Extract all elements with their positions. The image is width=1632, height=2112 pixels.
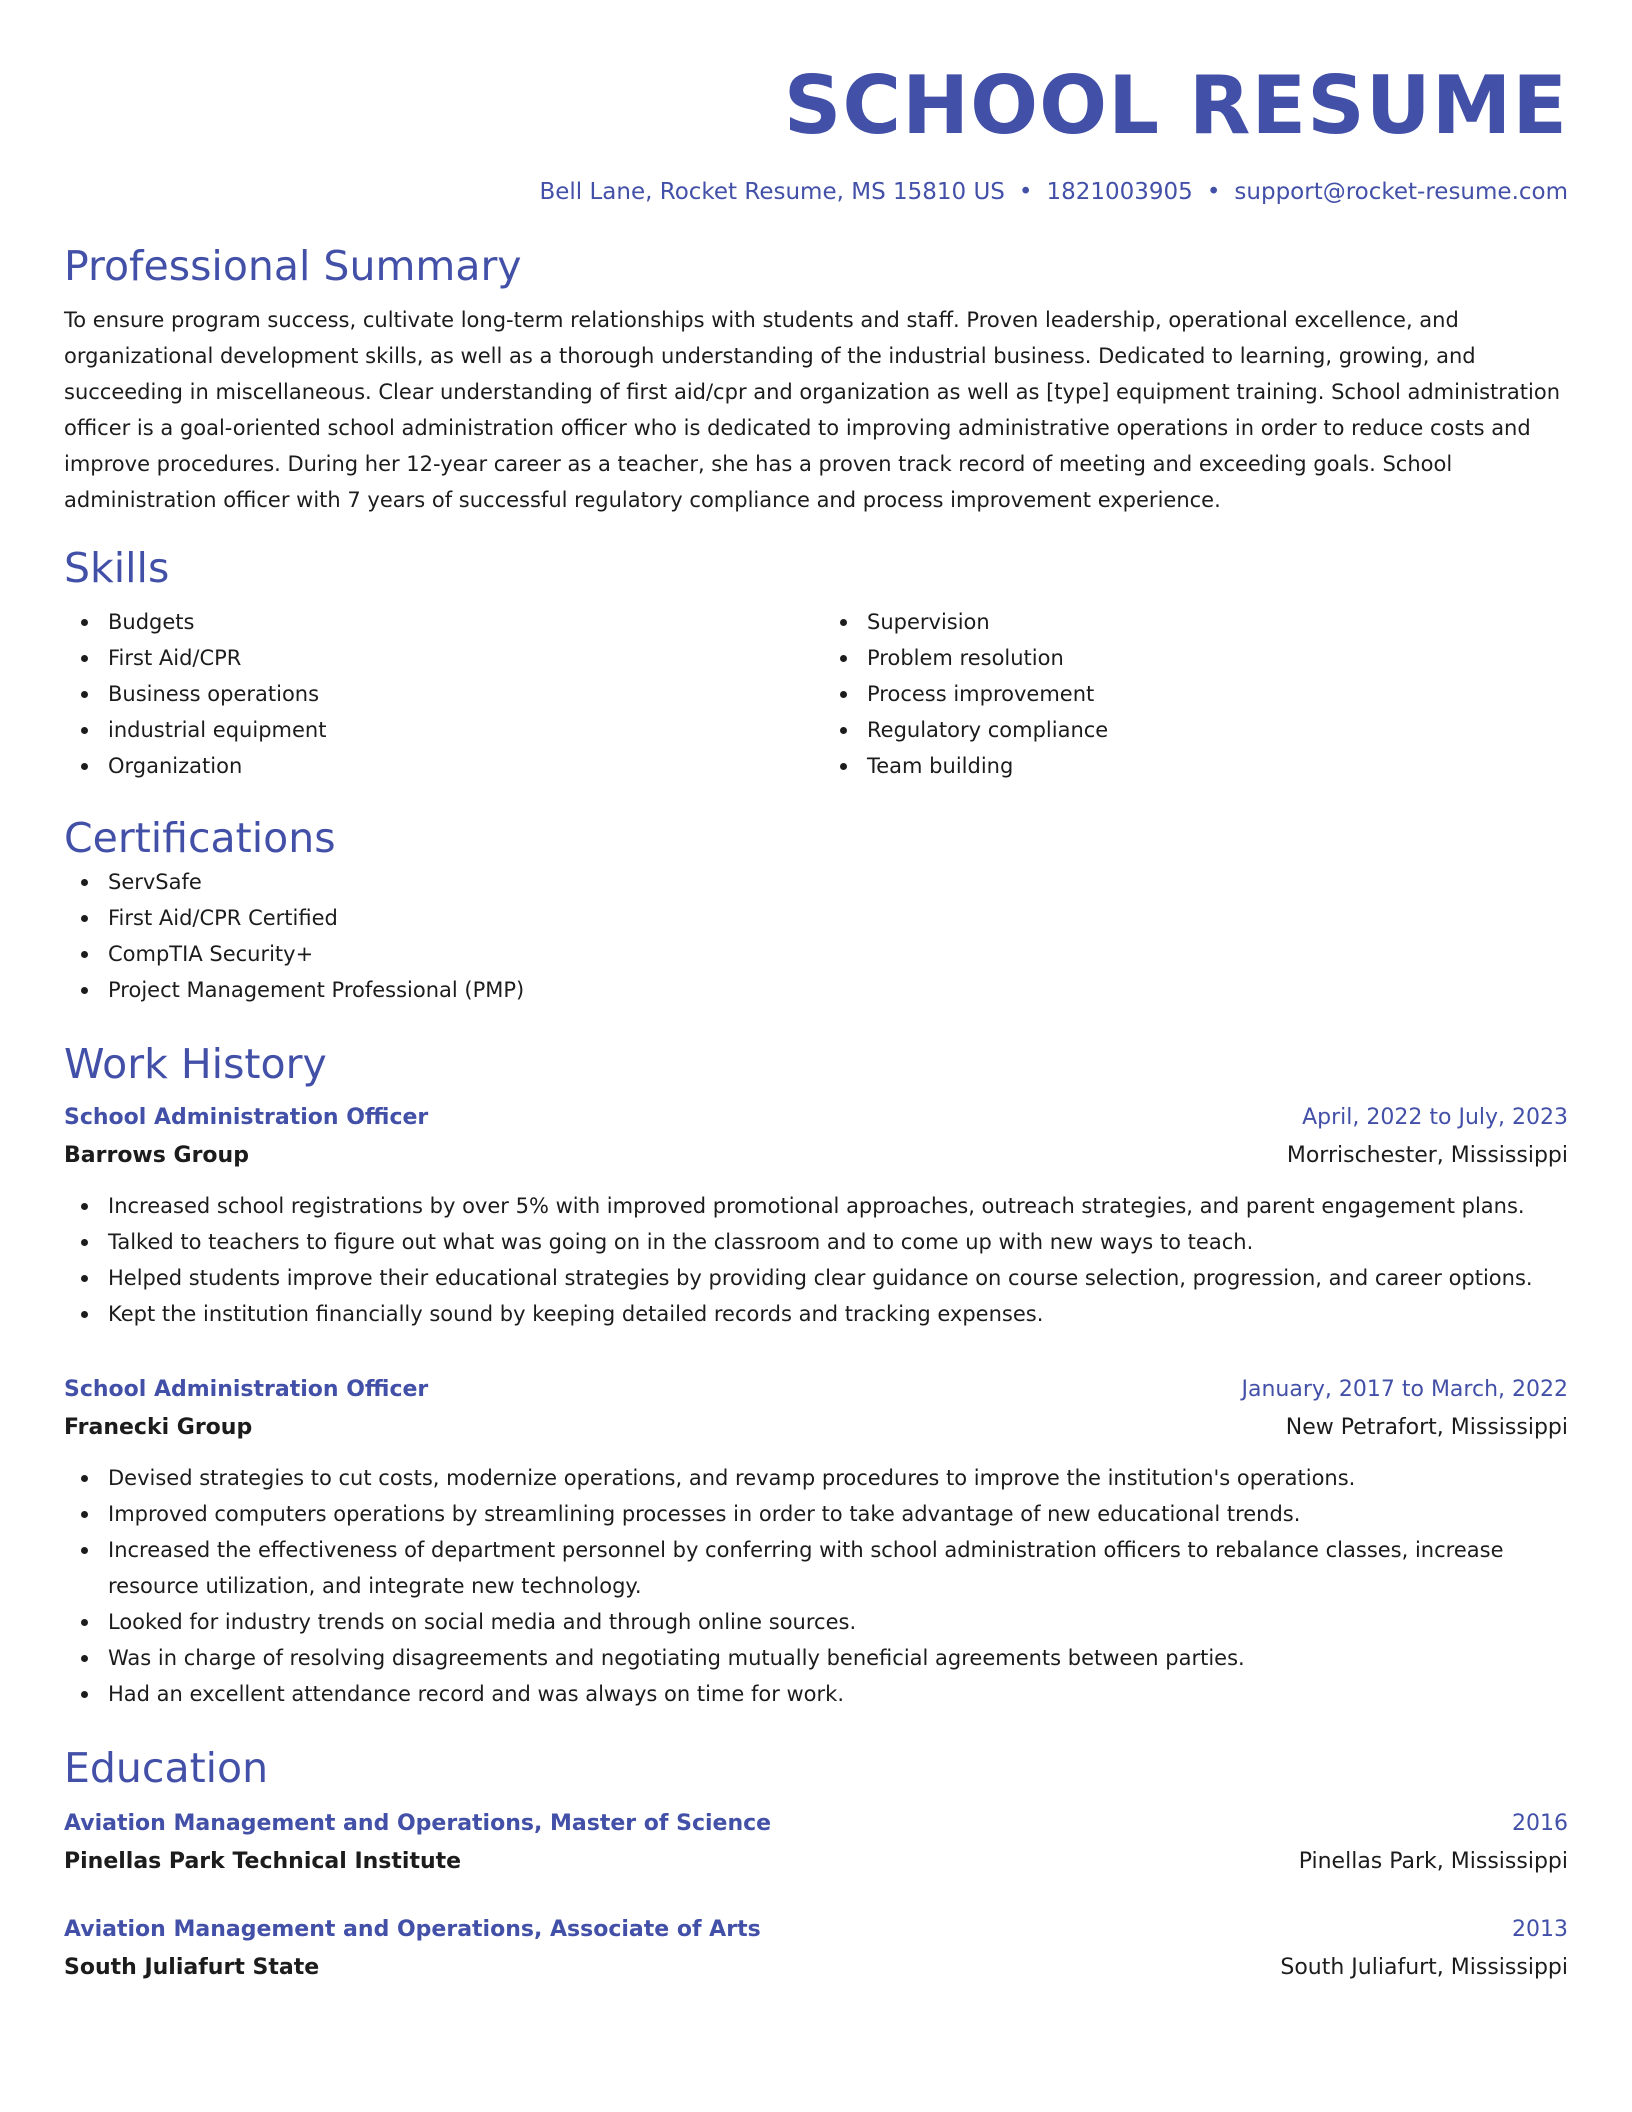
education-school-row xyxy=(64,1948,1568,1988)
job-bullets xyxy=(64,1460,1568,1712)
education-school: South Juliafurt State xyxy=(64,1955,320,1980)
job-dates: January, 2017 to March, 2022 xyxy=(1241,1377,1568,1402)
job-company: Franecki Group xyxy=(64,1415,253,1440)
certification-item: ServSafe xyxy=(64,864,1568,900)
skill-item: First Aid/CPR xyxy=(64,640,809,676)
job-entry xyxy=(64,1100,1568,1332)
job-dates: April, 2022 to July, 2023 xyxy=(1302,1105,1568,1130)
skill-item: Business operations xyxy=(64,676,809,712)
education-entry xyxy=(64,1806,1568,1882)
job-bullet: Looked for industry trends on social media and through online sources. xyxy=(64,1604,1568,1640)
job-company: Barrows Group xyxy=(64,1143,249,1168)
job-location: New Petrafort, Mississippi xyxy=(1285,1415,1568,1440)
job-header-row xyxy=(64,1372,1568,1408)
work-history-section xyxy=(64,1038,1568,1712)
resume-name: SCHOOL RESUME xyxy=(783,59,1568,152)
contact-phone: 1821003905 xyxy=(1046,179,1193,205)
section-title-work-history: Work History xyxy=(64,1040,327,1088)
section-title-certifications: Certifications xyxy=(64,814,336,862)
skill-item: Regulatory compliance xyxy=(823,712,1568,748)
skill-item: industrial equipment xyxy=(64,712,809,748)
job-bullet: Devised strategies to cut costs, modernize operations, and revamp procedures to improve the institution's operations. xyxy=(64,1460,1568,1496)
section-title-skills: Skills xyxy=(64,544,170,592)
job-bullet: Helped students improve their educational strategies by providing clear guidance on course selection, progression, and career options. xyxy=(64,1260,1568,1296)
skill-item: Budgets xyxy=(64,604,809,640)
section-title-education: Education xyxy=(64,1744,269,1792)
job-bullets xyxy=(64,1188,1568,1332)
skills-grid xyxy=(64,604,1568,784)
education-degree: Aviation Management and Operations, Associate of Arts xyxy=(64,1917,761,1942)
education-section xyxy=(64,1742,1568,1988)
skills-list-left xyxy=(64,604,809,784)
job-bullet: Kept the institution financially sound by keeping detailed records and tracking expenses. xyxy=(64,1296,1568,1332)
skill-item: Supervision xyxy=(823,604,1568,640)
section-title-summary: Professional Summary xyxy=(64,242,522,290)
contact-line xyxy=(64,176,1568,208)
certifications-section xyxy=(64,812,1568,1008)
job-bullet: Talked to teachers to figure out what was going on in the classroom and to come up with new ways to teach. xyxy=(64,1224,1568,1260)
contact-separator: • xyxy=(1018,179,1033,205)
skill-item: Organization xyxy=(64,748,809,784)
education-year: 2013 xyxy=(1512,1917,1568,1942)
education-location: Pinellas Park, Mississippi xyxy=(1298,1849,1568,1874)
job-header-row xyxy=(64,1100,1568,1136)
job-location: Morrischester, Mississippi xyxy=(1286,1143,1568,1168)
contact-separator: • xyxy=(1206,179,1221,205)
certification-item: First Aid/CPR Certified xyxy=(64,900,1568,936)
job-company-row xyxy=(64,1408,1568,1448)
resume-header xyxy=(64,58,1568,208)
education-year: 2016 xyxy=(1512,1811,1568,1836)
education-school: Pinellas Park Technical Institute xyxy=(64,1849,462,1874)
skills-section xyxy=(64,542,1568,784)
certification-item: CompTIA Security+ xyxy=(64,936,1568,972)
education-entry xyxy=(64,1912,1568,1988)
job-bullet: Improved computers operations by streamlining processes in order to take advantage of new educational trends. xyxy=(64,1496,1568,1532)
education-degree: Aviation Management and Operations, Master of Science xyxy=(64,1811,772,1836)
certification-item: Project Management Professional (PMP) xyxy=(64,972,1568,1008)
education-location: South Juliafurt, Mississippi xyxy=(1280,1955,1568,1980)
education-header-row xyxy=(64,1806,1568,1842)
job-bullet: Increased the effectiveness of department personnel by conferring with school administration officers to rebalance classes, increase resource utilization, and integrate new technology. xyxy=(64,1532,1568,1604)
certifications-list xyxy=(64,864,1568,1008)
contact-address: Bell Lane, Rocket Resume, MS 15810 US xyxy=(539,179,1005,205)
education-header-row xyxy=(64,1912,1568,1948)
summary-text: To ensure program success, cultivate long-term relationships with students and staff. Proven leadership, operational excellence, and organizational development skills, as well as a thorough understanding of the industrial business. Dedicated to learning, growing, and succeeding in miscellaneous. Clear understanding of first aid/cpr and organization as well as [type] equipment training. School administration officer is a goal-oriented school administration officer who is dedicated to improving administrative operations in order to reduce costs and improve procedures. During her 12-year career as a teacher, she has a proven track record of meeting and exceeding goals. School administration officer with 7 years of successful regulatory compliance and process improvement experience. xyxy=(64,308,1561,512)
skill-item: Process improvement xyxy=(823,676,1568,712)
job-role: School Administration Officer xyxy=(64,1377,429,1402)
skill-item: Problem resolution xyxy=(823,640,1568,676)
job-role: School Administration Officer xyxy=(64,1105,429,1130)
skill-item: Team building xyxy=(823,748,1568,784)
job-company-row xyxy=(64,1136,1568,1176)
job-bullet: Had an excellent attendance record and was always on time for work. xyxy=(64,1676,1568,1712)
job-bullet: Was in charge of resolving disagreements and negotiating mutually beneficial agreements between parties. xyxy=(64,1640,1568,1676)
skills-list-right xyxy=(809,604,1568,784)
education-school-row xyxy=(64,1842,1568,1882)
professional-summary-section xyxy=(64,240,1568,518)
contact-email: support@rocket-resume.com xyxy=(1234,179,1568,205)
job-entry xyxy=(64,1372,1568,1712)
job-bullet: Increased school registrations by over 5% with improved promotional approaches, outreach strategies, and parent engagement plans. xyxy=(64,1188,1568,1224)
